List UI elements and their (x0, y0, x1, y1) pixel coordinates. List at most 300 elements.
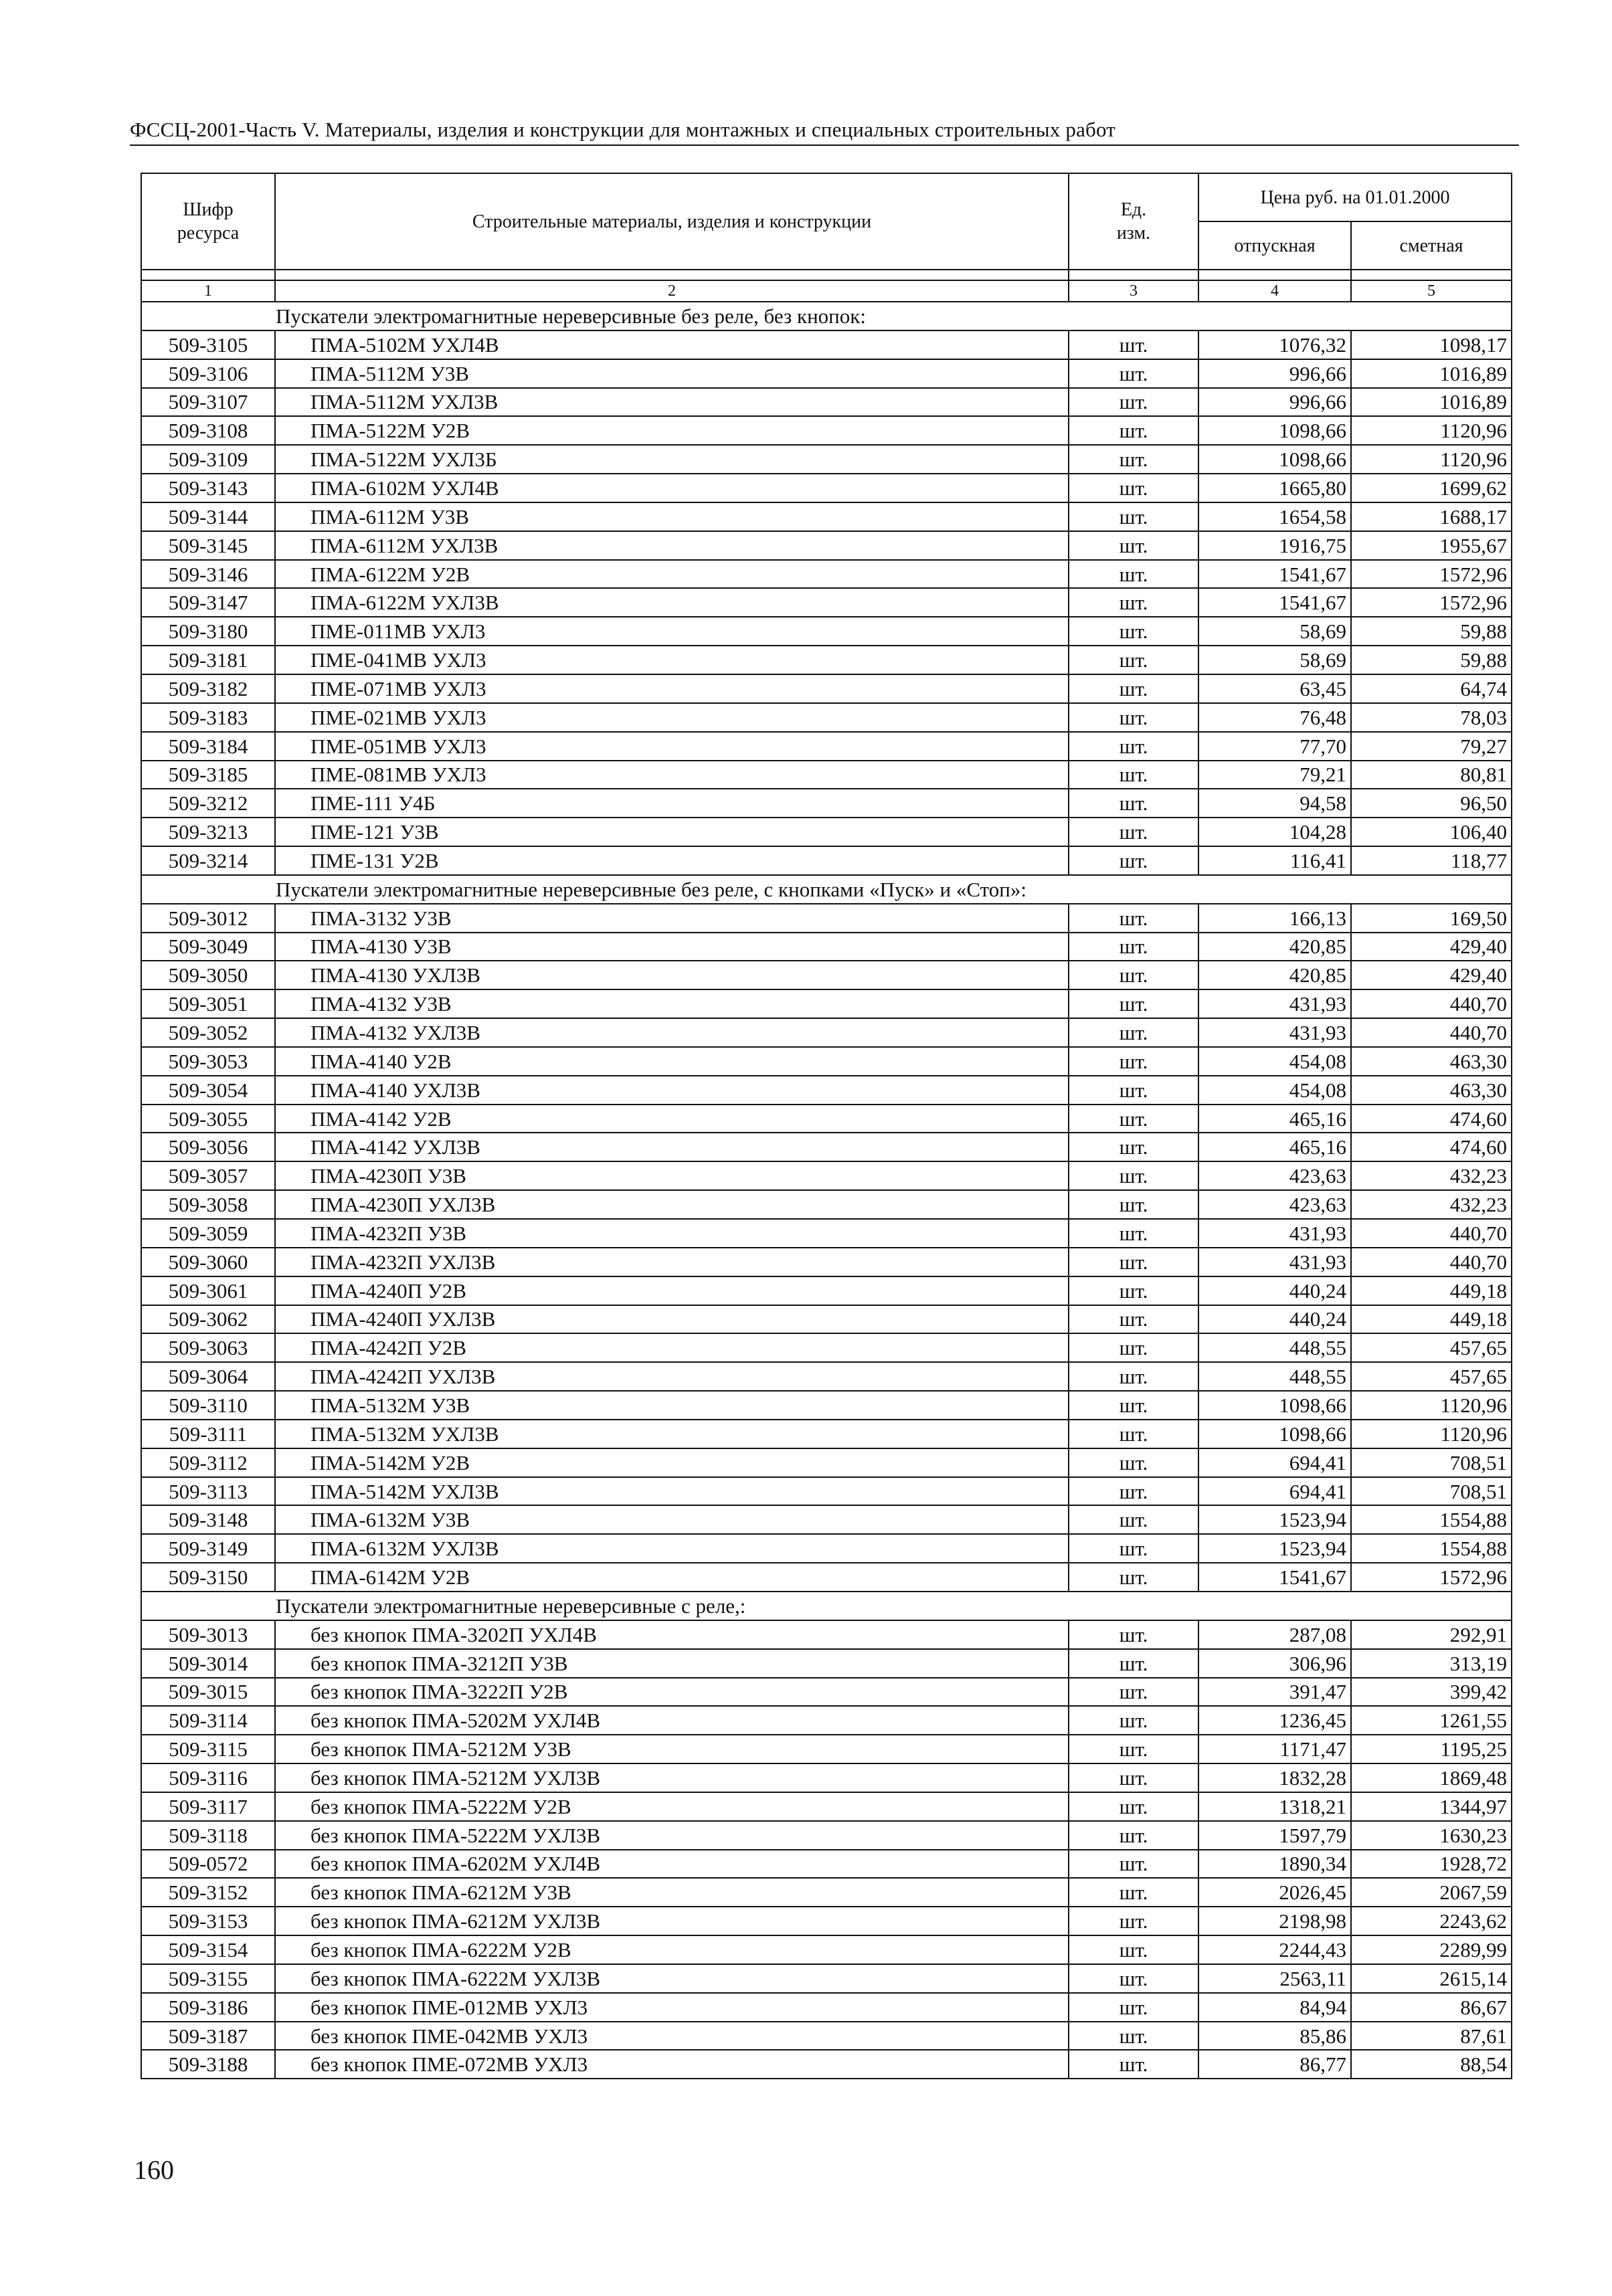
table-row (141, 1161, 1512, 1190)
estimate-price-cell: 449,18 (1351, 1305, 1512, 1334)
resource-code-cell: 509-3110 (141, 1391, 275, 1420)
item-name-cell: без кнопок ПМА-3222П У2В (275, 1678, 1069, 1707)
table-row (141, 789, 1512, 818)
item-name-cell: ПМА-4240П У2В (275, 1276, 1069, 1305)
table-row (141, 1448, 1512, 1477)
table-row (141, 1792, 1512, 1821)
estimate-price-cell: 292,91 (1351, 1620, 1512, 1649)
unit-cell: шт. (1069, 732, 1198, 761)
estimate-price-cell: 106,40 (1351, 818, 1512, 846)
unit-cell: шт. (1069, 1391, 1198, 1420)
release-price-cell: 431,93 (1198, 989, 1351, 1018)
table-row (141, 1276, 1512, 1305)
resource-code-cell: 509-3145 (141, 531, 275, 560)
resource-code-cell: 509-3012 (141, 904, 275, 933)
resource-code-cell: 509-3053 (141, 1047, 275, 1076)
estimate-price-cell: 440,70 (1351, 989, 1512, 1018)
estimate-price-cell: 432,23 (1351, 1190, 1512, 1219)
release-price-cell: 420,85 (1198, 933, 1351, 961)
estimate-price-cell: 118,77 (1351, 846, 1512, 875)
header-price-group: Цена руб. на 01.01.2000 (1198, 173, 1512, 221)
item-name-cell: ПМА-6112М У3В (275, 502, 1069, 531)
item-name-cell: без кнопок ПМА-5222М УХЛ3В (275, 1821, 1069, 1850)
release-price-cell: 104,28 (1198, 818, 1351, 846)
header-name: Строительные материалы, изделия и конструкции (275, 173, 1069, 270)
item-name-cell: ПМЕ-021МВ УХЛ3 (275, 703, 1069, 732)
unit-cell: шт. (1069, 359, 1198, 388)
table-row (141, 904, 1512, 933)
unit-cell: шт. (1069, 1420, 1198, 1448)
header-gap (275, 270, 1069, 280)
table-row (141, 989, 1512, 1018)
section-header-row (141, 1592, 1512, 1620)
unit-cell: шт. (1069, 846, 1198, 875)
item-name-cell: ПМЕ-111 У4Б (275, 789, 1069, 818)
unit-cell: шт. (1069, 1018, 1198, 1047)
resource-code-cell: 509-3112 (141, 1448, 275, 1477)
unit-cell: шт. (1069, 761, 1198, 789)
estimate-price-cell: 1261,55 (1351, 1706, 1512, 1735)
estimate-price-cell: 1195,25 (1351, 1735, 1512, 1763)
estimate-price-cell: 1120,96 (1351, 1420, 1512, 1448)
release-price-cell: 996,66 (1198, 388, 1351, 417)
unit-cell: шт. (1069, 1563, 1198, 1592)
table-row (141, 646, 1512, 674)
resource-code-cell: 509-3055 (141, 1105, 275, 1133)
unit-cell: шт. (1069, 2022, 1198, 2050)
table-row (141, 1706, 1512, 1735)
resource-code-cell: 509-3153 (141, 1907, 275, 1935)
release-price-cell: 63,45 (1198, 674, 1351, 703)
estimate-price-cell: 1554,88 (1351, 1534, 1512, 1563)
item-name-cell: без кнопок ПМЕ-072МВ УХЛ3 (275, 2050, 1069, 2079)
table-row (141, 674, 1512, 703)
estimate-price-cell: 1344,97 (1351, 1792, 1512, 1821)
table-row (141, 1935, 1512, 1964)
table-header (141, 173, 1512, 302)
estimate-price-cell: 59,88 (1351, 646, 1512, 674)
item-name-cell: ПМЕ-051МВ УХЛ3 (275, 732, 1069, 761)
resource-code-cell: 509-3213 (141, 818, 275, 846)
release-price-cell: 58,69 (1198, 646, 1351, 674)
resource-code-cell: 509-3181 (141, 646, 275, 674)
page-header: ФССЦ-2001-Часть V. Материалы, изделия и конструкции для монтажных и специальных строительных работ (130, 118, 1116, 141)
item-name-cell: без кнопок ПМА-6212М УХЛ3В (275, 1907, 1069, 1935)
header-estimate: сметная (1351, 221, 1512, 270)
release-price-cell: 76,48 (1198, 703, 1351, 732)
unit-cell: шт. (1069, 1305, 1198, 1334)
resource-code-cell: 509-3118 (141, 1821, 275, 1850)
resource-code-cell: 509-3059 (141, 1219, 275, 1248)
column-number: 3 (1069, 280, 1198, 302)
resource-code-cell: 509-3062 (141, 1305, 275, 1334)
item-name-cell: без кнопок ПМЕ-042МВ УХЛ3 (275, 2022, 1069, 2050)
resource-code-cell: 509-3057 (141, 1161, 275, 1190)
estimate-price-cell: 79,27 (1351, 732, 1512, 761)
estimate-price-cell: 1688,17 (1351, 502, 1512, 531)
item-name-cell: без кнопок ПМЕ-012МВ УХЛ3 (275, 1993, 1069, 2022)
item-name-cell: ПМЕ-041МВ УХЛ3 (275, 646, 1069, 674)
unit-cell: шт. (1069, 1333, 1198, 1362)
item-name-cell: ПМА-4240П УХЛ3В (275, 1305, 1069, 1334)
release-price-cell: 465,16 (1198, 1105, 1351, 1133)
column-number: 1 (141, 280, 275, 302)
estimate-price-cell: 2067,59 (1351, 1878, 1512, 1907)
item-name-cell: без кнопок ПМА-6202М УХЛ4В (275, 1850, 1069, 1879)
unit-cell: шт. (1069, 818, 1198, 846)
item-name-cell: ПМА-4140 УХЛ3В (275, 1076, 1069, 1105)
release-price-cell: 694,41 (1198, 1448, 1351, 1477)
release-price-cell: 448,55 (1198, 1333, 1351, 1362)
resource-code-cell: 509-3064 (141, 1362, 275, 1391)
resource-code-cell: 509-3109 (141, 445, 275, 474)
item-name-cell: ПМА-4232П У3В (275, 1219, 1069, 1248)
item-name-cell: ПМЕ-131 У2В (275, 846, 1069, 875)
estimate-price-cell: 86,67 (1351, 1993, 1512, 2022)
resource-code-cell: 509-3150 (141, 1563, 275, 1592)
unit-cell: шт. (1069, 1792, 1198, 1821)
resource-code-cell: 509-3115 (141, 1735, 275, 1763)
release-price-cell: 431,93 (1198, 1219, 1351, 1248)
release-price-cell: 58,69 (1198, 617, 1351, 646)
estimate-price-cell: 64,74 (1351, 674, 1512, 703)
unit-cell: шт. (1069, 1133, 1198, 1161)
resource-code-cell: 509-3054 (141, 1076, 275, 1105)
release-price-cell: 94,58 (1198, 789, 1351, 818)
table-row (141, 1534, 1512, 1563)
item-name-cell: без кнопок ПМА-5222М У2В (275, 1792, 1069, 1821)
section-title: Пускатели электромагнитные нереверсивные без реле, с кнопками «Пуск» и «Стоп»: (141, 875, 1512, 904)
table-row (141, 761, 1512, 789)
table-row (141, 1248, 1512, 1276)
resource-code-cell: 509-3183 (141, 703, 275, 732)
release-price-cell: 84,94 (1198, 1993, 1351, 2022)
release-price-cell: 2244,43 (1198, 1935, 1351, 1964)
resource-code-cell: 509-3185 (141, 761, 275, 789)
table-row (141, 502, 1512, 531)
column-number: 2 (275, 280, 1069, 302)
table-row (141, 1391, 1512, 1420)
table-row (141, 330, 1512, 359)
release-price-cell: 1523,94 (1198, 1534, 1351, 1563)
item-name-cell: ПМА-5142М УХЛ3В (275, 1477, 1069, 1506)
unit-cell: шт. (1069, 1248, 1198, 1276)
resource-code-cell: 509-3013 (141, 1620, 275, 1649)
estimate-price-cell: 2615,14 (1351, 1964, 1512, 1993)
release-price-cell: 440,24 (1198, 1305, 1351, 1334)
release-price-cell: 1318,21 (1198, 1792, 1351, 1821)
unit-cell: шт. (1069, 1219, 1198, 1248)
table-row (141, 1735, 1512, 1763)
item-name-cell: ПМЕ-011МВ УХЛ3 (275, 617, 1069, 646)
resource-code-cell: 509-3063 (141, 1333, 275, 1362)
unit-cell: шт. (1069, 1678, 1198, 1707)
estimate-price-cell: 474,60 (1351, 1105, 1512, 1133)
item-name-cell: ПМА-4242П У2В (275, 1333, 1069, 1362)
item-name-cell: ПМА-4130 УХЛ3В (275, 961, 1069, 989)
unit-cell: шт. (1069, 989, 1198, 1018)
table-row (141, 2022, 1512, 2050)
table-row (141, 1305, 1512, 1334)
unit-cell: шт. (1069, 1448, 1198, 1477)
item-name-cell: ПМА-4242П УХЛ3В (275, 1362, 1069, 1391)
section-header-row (141, 875, 1512, 904)
resource-code-cell: 509-3049 (141, 933, 275, 961)
release-price-cell: 1916,75 (1198, 531, 1351, 560)
unit-cell: шт. (1069, 1821, 1198, 1850)
estimate-price-cell: 440,70 (1351, 1219, 1512, 1248)
item-name-cell: ПМА-4132 УХЛ3В (275, 1018, 1069, 1047)
unit-cell: шт. (1069, 1505, 1198, 1534)
estimate-price-cell: 1120,96 (1351, 445, 1512, 474)
section-header-row (141, 302, 1512, 330)
header-code: Шифр ресурса (141, 173, 275, 270)
header-release: отпускная (1198, 221, 1351, 270)
estimate-price-cell: 463,30 (1351, 1047, 1512, 1076)
item-name-cell: ПМА-5132М УХЛ3В (275, 1420, 1069, 1448)
table-row (141, 1420, 1512, 1448)
release-price-cell: 465,16 (1198, 1133, 1351, 1161)
table-row (141, 474, 1512, 502)
table-row (141, 531, 1512, 560)
item-name-cell: ПМА-4142 УХЛ3В (275, 1133, 1069, 1161)
unit-cell: шт. (1069, 1763, 1198, 1792)
resource-code-cell: 509-3184 (141, 732, 275, 761)
release-price-cell: 431,93 (1198, 1248, 1351, 1276)
resource-code-cell: 509-3108 (141, 416, 275, 445)
release-price-cell: 86,77 (1198, 2050, 1351, 2079)
estimate-price-cell: 457,65 (1351, 1333, 1512, 1362)
resource-code-cell: 509-3114 (141, 1706, 275, 1735)
resource-code-cell: 509-3187 (141, 2022, 275, 2050)
item-name-cell: ПМА-4142 У2В (275, 1105, 1069, 1133)
unit-cell: шт. (1069, 1993, 1198, 2022)
resource-code-cell: 509-3061 (141, 1276, 275, 1305)
release-price-cell: 448,55 (1198, 1362, 1351, 1391)
estimate-price-cell: 440,70 (1351, 1248, 1512, 1276)
table-row (141, 1076, 1512, 1105)
resource-code-cell: 509-3149 (141, 1534, 275, 1563)
estimate-price-cell: 449,18 (1351, 1276, 1512, 1305)
table-row (141, 445, 1512, 474)
unit-cell: шт. (1069, 474, 1198, 502)
table-row (141, 1850, 1512, 1879)
unit-cell: шт. (1069, 1276, 1198, 1305)
resource-code-cell: 509-3182 (141, 674, 275, 703)
unit-cell: шт. (1069, 1047, 1198, 1076)
unit-cell: шт. (1069, 502, 1198, 531)
unit-cell: шт. (1069, 1076, 1198, 1105)
estimate-price-cell: 708,51 (1351, 1477, 1512, 1506)
header-gap (141, 270, 275, 280)
unit-cell: шт. (1069, 1190, 1198, 1219)
unit-cell: шт. (1069, 1964, 1198, 1993)
item-name-cell: без кнопок ПМА-6222М У2В (275, 1935, 1069, 1964)
item-name-cell: ПМА-6112М УХЛ3В (275, 531, 1069, 560)
release-price-cell: 1076,32 (1198, 330, 1351, 359)
estimate-price-cell: 1869,48 (1351, 1763, 1512, 1792)
resource-code-cell: 509-3212 (141, 789, 275, 818)
table-row (141, 560, 1512, 589)
table-row (141, 1190, 1512, 1219)
estimate-price-cell: 87,61 (1351, 2022, 1512, 2050)
item-name-cell: ПМА-4232П УХЛ3В (275, 1248, 1069, 1276)
table-row (141, 1678, 1512, 1707)
table-row (141, 1133, 1512, 1161)
release-price-cell: 2198,98 (1198, 1907, 1351, 1935)
table-row (141, 1362, 1512, 1391)
release-price-cell: 454,08 (1198, 1047, 1351, 1076)
estimate-price-cell: 1572,96 (1351, 560, 1512, 589)
estimate-price-cell: 2289,99 (1351, 1935, 1512, 1964)
table-body (141, 302, 1512, 2079)
release-price-cell: 431,93 (1198, 1018, 1351, 1047)
resource-code-cell: 509-3143 (141, 474, 275, 502)
unit-cell: шт. (1069, 560, 1198, 589)
estimate-price-cell: 474,60 (1351, 1133, 1512, 1161)
item-name-cell: ПМА-4230П У3В (275, 1161, 1069, 1190)
release-price-cell: 1098,66 (1198, 1391, 1351, 1420)
unit-cell: шт. (1069, 703, 1198, 732)
table-row (141, 732, 1512, 761)
release-price-cell: 694,41 (1198, 1477, 1351, 1506)
column-number: 4 (1198, 280, 1351, 302)
item-name-cell: ПМА-4230П УХЛ3В (275, 1190, 1069, 1219)
estimate-price-cell: 1016,89 (1351, 359, 1512, 388)
estimate-price-cell: 1955,67 (1351, 531, 1512, 560)
release-price-cell: 423,63 (1198, 1161, 1351, 1190)
unit-cell: шт. (1069, 1706, 1198, 1735)
table-row (141, 416, 1512, 445)
table-row (141, 1047, 1512, 1076)
table-row (141, 388, 1512, 417)
item-name-cell: ПМА-6102М УХЛ4В (275, 474, 1069, 502)
release-price-cell: 1654,58 (1198, 502, 1351, 531)
estimate-price-cell: 2243,62 (1351, 1907, 1512, 1935)
release-price-cell: 306,96 (1198, 1649, 1351, 1678)
resource-code-cell: 509-3050 (141, 961, 275, 989)
release-price-cell: 391,47 (1198, 1678, 1351, 1707)
table-row (141, 846, 1512, 875)
estimate-price-cell: 1098,17 (1351, 330, 1512, 359)
table-row (141, 1477, 1512, 1506)
release-price-cell: 1597,79 (1198, 1821, 1351, 1850)
item-name-cell: без кнопок ПМА-5202М УХЛ4В (275, 1706, 1069, 1735)
table-row (141, 1333, 1512, 1362)
estimate-price-cell: 1572,96 (1351, 1563, 1512, 1592)
unit-cell: шт. (1069, 2050, 1198, 2079)
unit-cell: шт. (1069, 445, 1198, 474)
unit-cell: шт. (1069, 1735, 1198, 1763)
unit-cell: шт. (1069, 1649, 1198, 1678)
unit-cell: шт. (1069, 531, 1198, 560)
unit-cell: шт. (1069, 1534, 1198, 1563)
item-name-cell: ПМА-5112М У3В (275, 359, 1069, 388)
release-price-cell: 1541,67 (1198, 588, 1351, 617)
estimate-price-cell: 313,19 (1351, 1649, 1512, 1678)
release-price-cell: 1098,66 (1198, 1420, 1351, 1448)
release-price-cell: 85,86 (1198, 2022, 1351, 2050)
estimate-price-cell: 80,81 (1351, 761, 1512, 789)
table-row (141, 1763, 1512, 1792)
unit-cell: шт. (1069, 789, 1198, 818)
resource-code-cell: 509-3052 (141, 1018, 275, 1047)
estimate-price-cell: 1554,88 (1351, 1505, 1512, 1534)
unit-cell: шт. (1069, 1105, 1198, 1133)
resource-code-cell: 509-3116 (141, 1763, 275, 1792)
page-number: 160 (134, 2155, 174, 2185)
release-price-cell: 423,63 (1198, 1190, 1351, 1219)
estimate-price-cell: 1572,96 (1351, 588, 1512, 617)
unit-cell: шт. (1069, 961, 1198, 989)
resource-code-cell: 509-3154 (141, 1935, 275, 1964)
estimate-price-cell: 399,42 (1351, 1678, 1512, 1707)
resource-code-cell: 509-3146 (141, 560, 275, 589)
unit-cell: шт. (1069, 416, 1198, 445)
release-price-cell: 1523,94 (1198, 1505, 1351, 1534)
item-name-cell: без кнопок ПМА-6222М УХЛ3В (275, 1964, 1069, 1993)
item-name-cell: ПМА-5142М У2В (275, 1448, 1069, 1477)
release-price-cell: 1541,67 (1198, 560, 1351, 589)
unit-cell: шт. (1069, 674, 1198, 703)
item-name-cell: ПМА-6122М У2В (275, 560, 1069, 589)
resource-code-cell: 509-3058 (141, 1190, 275, 1219)
item-name-cell: ПМА-6122М УХЛ3В (275, 588, 1069, 617)
release-price-cell: 1236,45 (1198, 1706, 1351, 1735)
resource-code-cell: 509-0572 (141, 1850, 275, 1879)
release-price-cell: 116,41 (1198, 846, 1351, 875)
resource-code-cell: 509-3105 (141, 330, 275, 359)
item-name-cell: без кнопок ПМА-3212П У3В (275, 1649, 1069, 1678)
release-price-cell: 420,85 (1198, 961, 1351, 989)
item-name-cell: ПМА-5122М УХЛ3Б (275, 445, 1069, 474)
estimate-price-cell: 1699,62 (1351, 474, 1512, 502)
table-row (141, 1649, 1512, 1678)
resource-code-cell: 509-3148 (141, 1505, 275, 1534)
header-gap (1069, 270, 1198, 280)
item-name-cell: ПМА-5122М У2В (275, 416, 1069, 445)
release-price-cell: 996,66 (1198, 359, 1351, 388)
release-price-cell: 440,24 (1198, 1276, 1351, 1305)
resource-code-cell: 509-3155 (141, 1964, 275, 1993)
column-number: 5 (1351, 280, 1512, 302)
resource-code-cell: 509-3113 (141, 1477, 275, 1506)
release-price-cell: 1171,47 (1198, 1735, 1351, 1763)
estimate-price-cell: 440,70 (1351, 1018, 1512, 1047)
unit-cell: шт. (1069, 904, 1198, 933)
item-name-cell: ПМА-6132М УХЛ3В (275, 1534, 1069, 1563)
estimate-price-cell: 429,40 (1351, 961, 1512, 989)
table-row (141, 933, 1512, 961)
table-row (141, 1620, 1512, 1649)
estimate-price-cell: 1630,23 (1351, 1821, 1512, 1850)
estimate-price-cell: 429,40 (1351, 933, 1512, 961)
release-price-cell: 1665,80 (1198, 474, 1351, 502)
unit-cell: шт. (1069, 388, 1198, 417)
unit-cell: шт. (1069, 330, 1198, 359)
table-row (141, 1821, 1512, 1850)
unit-cell: шт. (1069, 933, 1198, 961)
header-gap (1198, 270, 1351, 280)
resource-code-cell: 509-3188 (141, 2050, 275, 2079)
table-row (141, 1878, 1512, 1907)
resource-code-cell: 509-3180 (141, 617, 275, 646)
header-gap (1351, 270, 1512, 280)
release-price-cell: 79,21 (1198, 761, 1351, 789)
item-name-cell: без кнопок ПМА-6212М У3В (275, 1878, 1069, 1907)
release-price-cell: 2026,45 (1198, 1878, 1351, 1907)
item-name-cell: ПМЕ-081МВ УХЛ3 (275, 761, 1069, 789)
